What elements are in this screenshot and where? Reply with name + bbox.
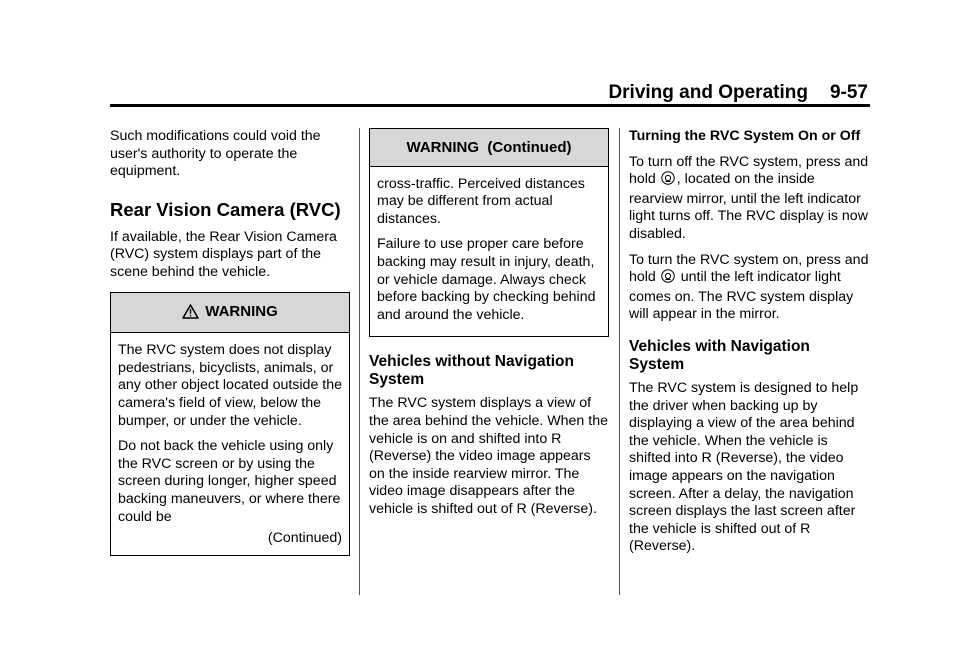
page-number: 9-57 bbox=[829, 82, 868, 103]
header-rule bbox=[110, 104, 870, 107]
warning-header bbox=[111, 293, 349, 334]
page-header bbox=[608, 82, 868, 104]
column-3 bbox=[629, 128, 869, 564]
column-divider bbox=[619, 128, 620, 595]
rvc-description: If available, the Rear Vision Camera (RVC) system displays part of the scene behind the vehicle. bbox=[110, 228, 337, 280]
text-run: , located on the inside rearview mirror, until the left indicator light turns off. The RVC display is now disabled. bbox=[629, 171, 868, 242]
subheading: Turning the RVC System On or Off bbox=[629, 128, 861, 144]
no-nav-paragraph: The RVC system displays a view of the area behind the vehicle. When the vehicle is on and shifted into R (Reverse) the video image appears on the inside rearview mirror. The video image disappears after the vehicle is shifted out of R (Reverse). bbox=[369, 395, 608, 517]
column-2 bbox=[369, 128, 609, 527]
intro-paragraph: Such modifications could void the user's authority to operate the equipment. bbox=[110, 128, 321, 180]
warning-box-continued bbox=[369, 128, 609, 337]
warning-body bbox=[111, 333, 349, 555]
section-heading: Vehicles with Navigation System bbox=[629, 337, 810, 373]
section-heading: Rear Vision Camera (RVC) bbox=[110, 198, 341, 220]
warning-text: Failure to use proper care before backing may result in injury, death, or vehicle damage. Always check before backing by checking behind and around the vehicle. bbox=[377, 236, 596, 323]
text-run: To turn the RVC system on, press and hold bbox=[629, 251, 869, 286]
warning-text: cross-traffic. Perceived distances may be different from actual distances. bbox=[377, 175, 585, 227]
turn-on-paragraph bbox=[629, 252, 869, 324]
section-heading: Vehicles without Navigation System bbox=[369, 353, 574, 389]
rvc-button-icon bbox=[661, 269, 675, 289]
warning-title: WARNING bbox=[205, 302, 278, 320]
warning-body bbox=[370, 167, 608, 337]
warning-text: The RVC system does not display pedestrians, bicyclists, animals, or any other object located outside the camera's field of view, below the bumper, or under the vehicle. bbox=[118, 342, 343, 429]
column-1 bbox=[110, 128, 350, 556]
rvc-button-icon bbox=[661, 171, 675, 191]
warning-triangle-icon bbox=[182, 304, 199, 324]
with-nav-paragraph: The RVC system is designed to help the driver when backing up by displaying a view of the area behind the vehicle. When the vehicle is shifted into R (Reverse), the video image appears on the navigation screen. After a delay, the navigation screen displays the last screen after the vehicle is shifted out of R (Reverse). bbox=[629, 379, 859, 555]
turn-off-paragraph bbox=[629, 154, 869, 244]
column-divider bbox=[359, 128, 360, 595]
warning-box bbox=[110, 292, 350, 556]
section-title: Driving and Operating bbox=[608, 82, 808, 103]
text-run: until the left indicator light comes on. The RVC system display will appear in the mirror. bbox=[629, 269, 854, 323]
warning-header: WARNING (Continued) bbox=[370, 129, 608, 167]
continued-label: (Continued) bbox=[267, 530, 342, 547]
text-run: To turn off the RVC system, press and hold bbox=[629, 153, 869, 188]
warning-text: Do not back the vehicle using only the RVC screen or by using the screen during longer, higher speed backing maneuvers, or where there could be bbox=[118, 438, 341, 525]
